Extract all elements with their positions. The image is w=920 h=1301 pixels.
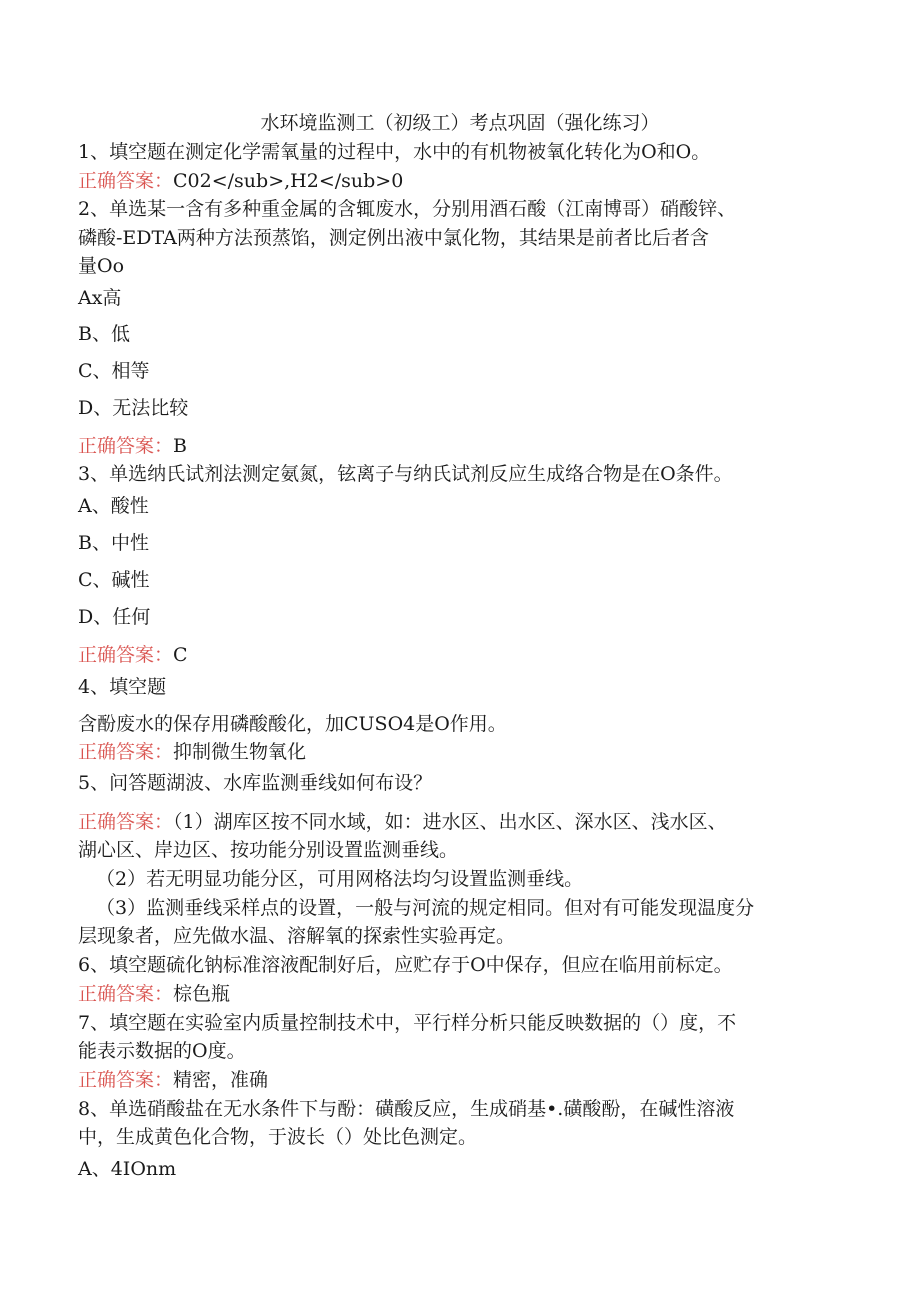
question-7-text: 能表示数据的O度。 <box>78 1040 246 1062</box>
question-4-text: 4、填空题 <box>78 676 167 698</box>
question-6-text: 6、填空题硫化钠标准溶液配制好后，应贮存于O中保存，但应在临用前标定。 <box>78 954 733 976</box>
answer-value: 精密，准确 <box>173 1069 269 1091</box>
answer-value: C02</sub>,H2</sub>0 <box>173 170 404 192</box>
answer-value: B <box>173 435 187 457</box>
question-2-text: 量Oo <box>78 255 125 277</box>
question-2-text: 2、单选某一含有多种重金属的含辄废水，分别用酒石酸（江南博哥）硝酸锌、 <box>78 198 737 220</box>
answer-continuation: 层现象者，应先做水温、溶解氧的探索性实验再定。 <box>78 925 516 947</box>
answer-label: 正确答案： <box>78 983 174 1005</box>
question-5-text: 5、问答题湖波、水库监测垂线如何布设？ <box>78 772 433 794</box>
question-7-text: 7、填空题在实验室内质量控制技术中，平行样分析只能反映数据的（）度，不 <box>78 1012 737 1034</box>
answer-value: （1）湖库区按不同水域，如：进水区、出水区、深水区、浅水区、 <box>173 811 727 833</box>
question-5-answer <box>78 810 850 834</box>
answer-continuation: （2）若无明显功能分区，可用网格法均匀设置监测垂线。 <box>96 868 584 890</box>
question-6-answer <box>78 982 850 1006</box>
answer-value: 棕色瓶 <box>173 983 231 1005</box>
answer-value: C <box>173 644 188 666</box>
answer-label: 正确答案： <box>78 644 174 666</box>
question-8-option-a: A、4IOnm <box>78 1158 177 1180</box>
question-3-text: 3、单选纳氏试剂法测定氨氮，铉离子与纳氏试剂反应生成络合物是在O条件。 <box>78 463 733 485</box>
question-7-answer <box>78 1068 850 1092</box>
question-2-option-c: C、相等 <box>78 360 150 382</box>
question-1-text: 1、填空题在测定化学需氧量的过程中，水中的有机物被氧化转化为O和O。 <box>78 141 711 163</box>
question-8-text: 8、单选硝酸盐在无水条件下与酚：磺酸反应，生成硝基•.磺酸酚，在碱性溶液 <box>78 1098 735 1120</box>
answer-label: 正确答案： <box>78 741 174 763</box>
question-3-option-d: D、任何 <box>78 606 151 628</box>
question-2-option-b: B、低 <box>78 323 130 345</box>
page-title: 水环境监测工（初级工）考点巩固（强化练习） <box>260 112 660 134</box>
answer-label: 正确答案： <box>78 811 174 833</box>
answer-label: 正确答案： <box>78 435 174 457</box>
question-3-option-c: C、碱性 <box>78 569 150 591</box>
answer-label: 正确答案： <box>78 170 174 192</box>
question-2-answer <box>78 434 850 458</box>
answer-continuation: 湖心区、岸边区、按功能分别设置监测垂线。 <box>78 839 459 861</box>
question-4-answer <box>78 740 850 764</box>
question-4-text: 含酚废水的保存用磷酸酸化，加CUSO4是O作用。 <box>78 713 507 735</box>
question-3-answer <box>78 643 850 667</box>
question-1-answer <box>78 169 850 193</box>
question-2-option-d: D、无法比较 <box>78 397 189 419</box>
question-8-text: 中，生成黄色化合物，于波长（）处比色测定。 <box>78 1126 478 1148</box>
answer-continuation: （3）监测垂线采样点的设置，一般与河流的规定相同。但对有可能发现温度分 <box>96 897 755 919</box>
answer-label: 正确答案： <box>78 1069 174 1091</box>
question-2-option-a: Ax高 <box>78 287 122 309</box>
question-3-option-b: B、中性 <box>78 532 149 554</box>
answer-value: 抑制微生物氧化 <box>173 741 307 763</box>
question-2-text: 磷酸-EDTA两种方法预蒸馅，测定例出液中氯化物，其结果是前者比后者含 <box>78 227 709 249</box>
question-3-option-a: A、酸性 <box>78 495 149 517</box>
